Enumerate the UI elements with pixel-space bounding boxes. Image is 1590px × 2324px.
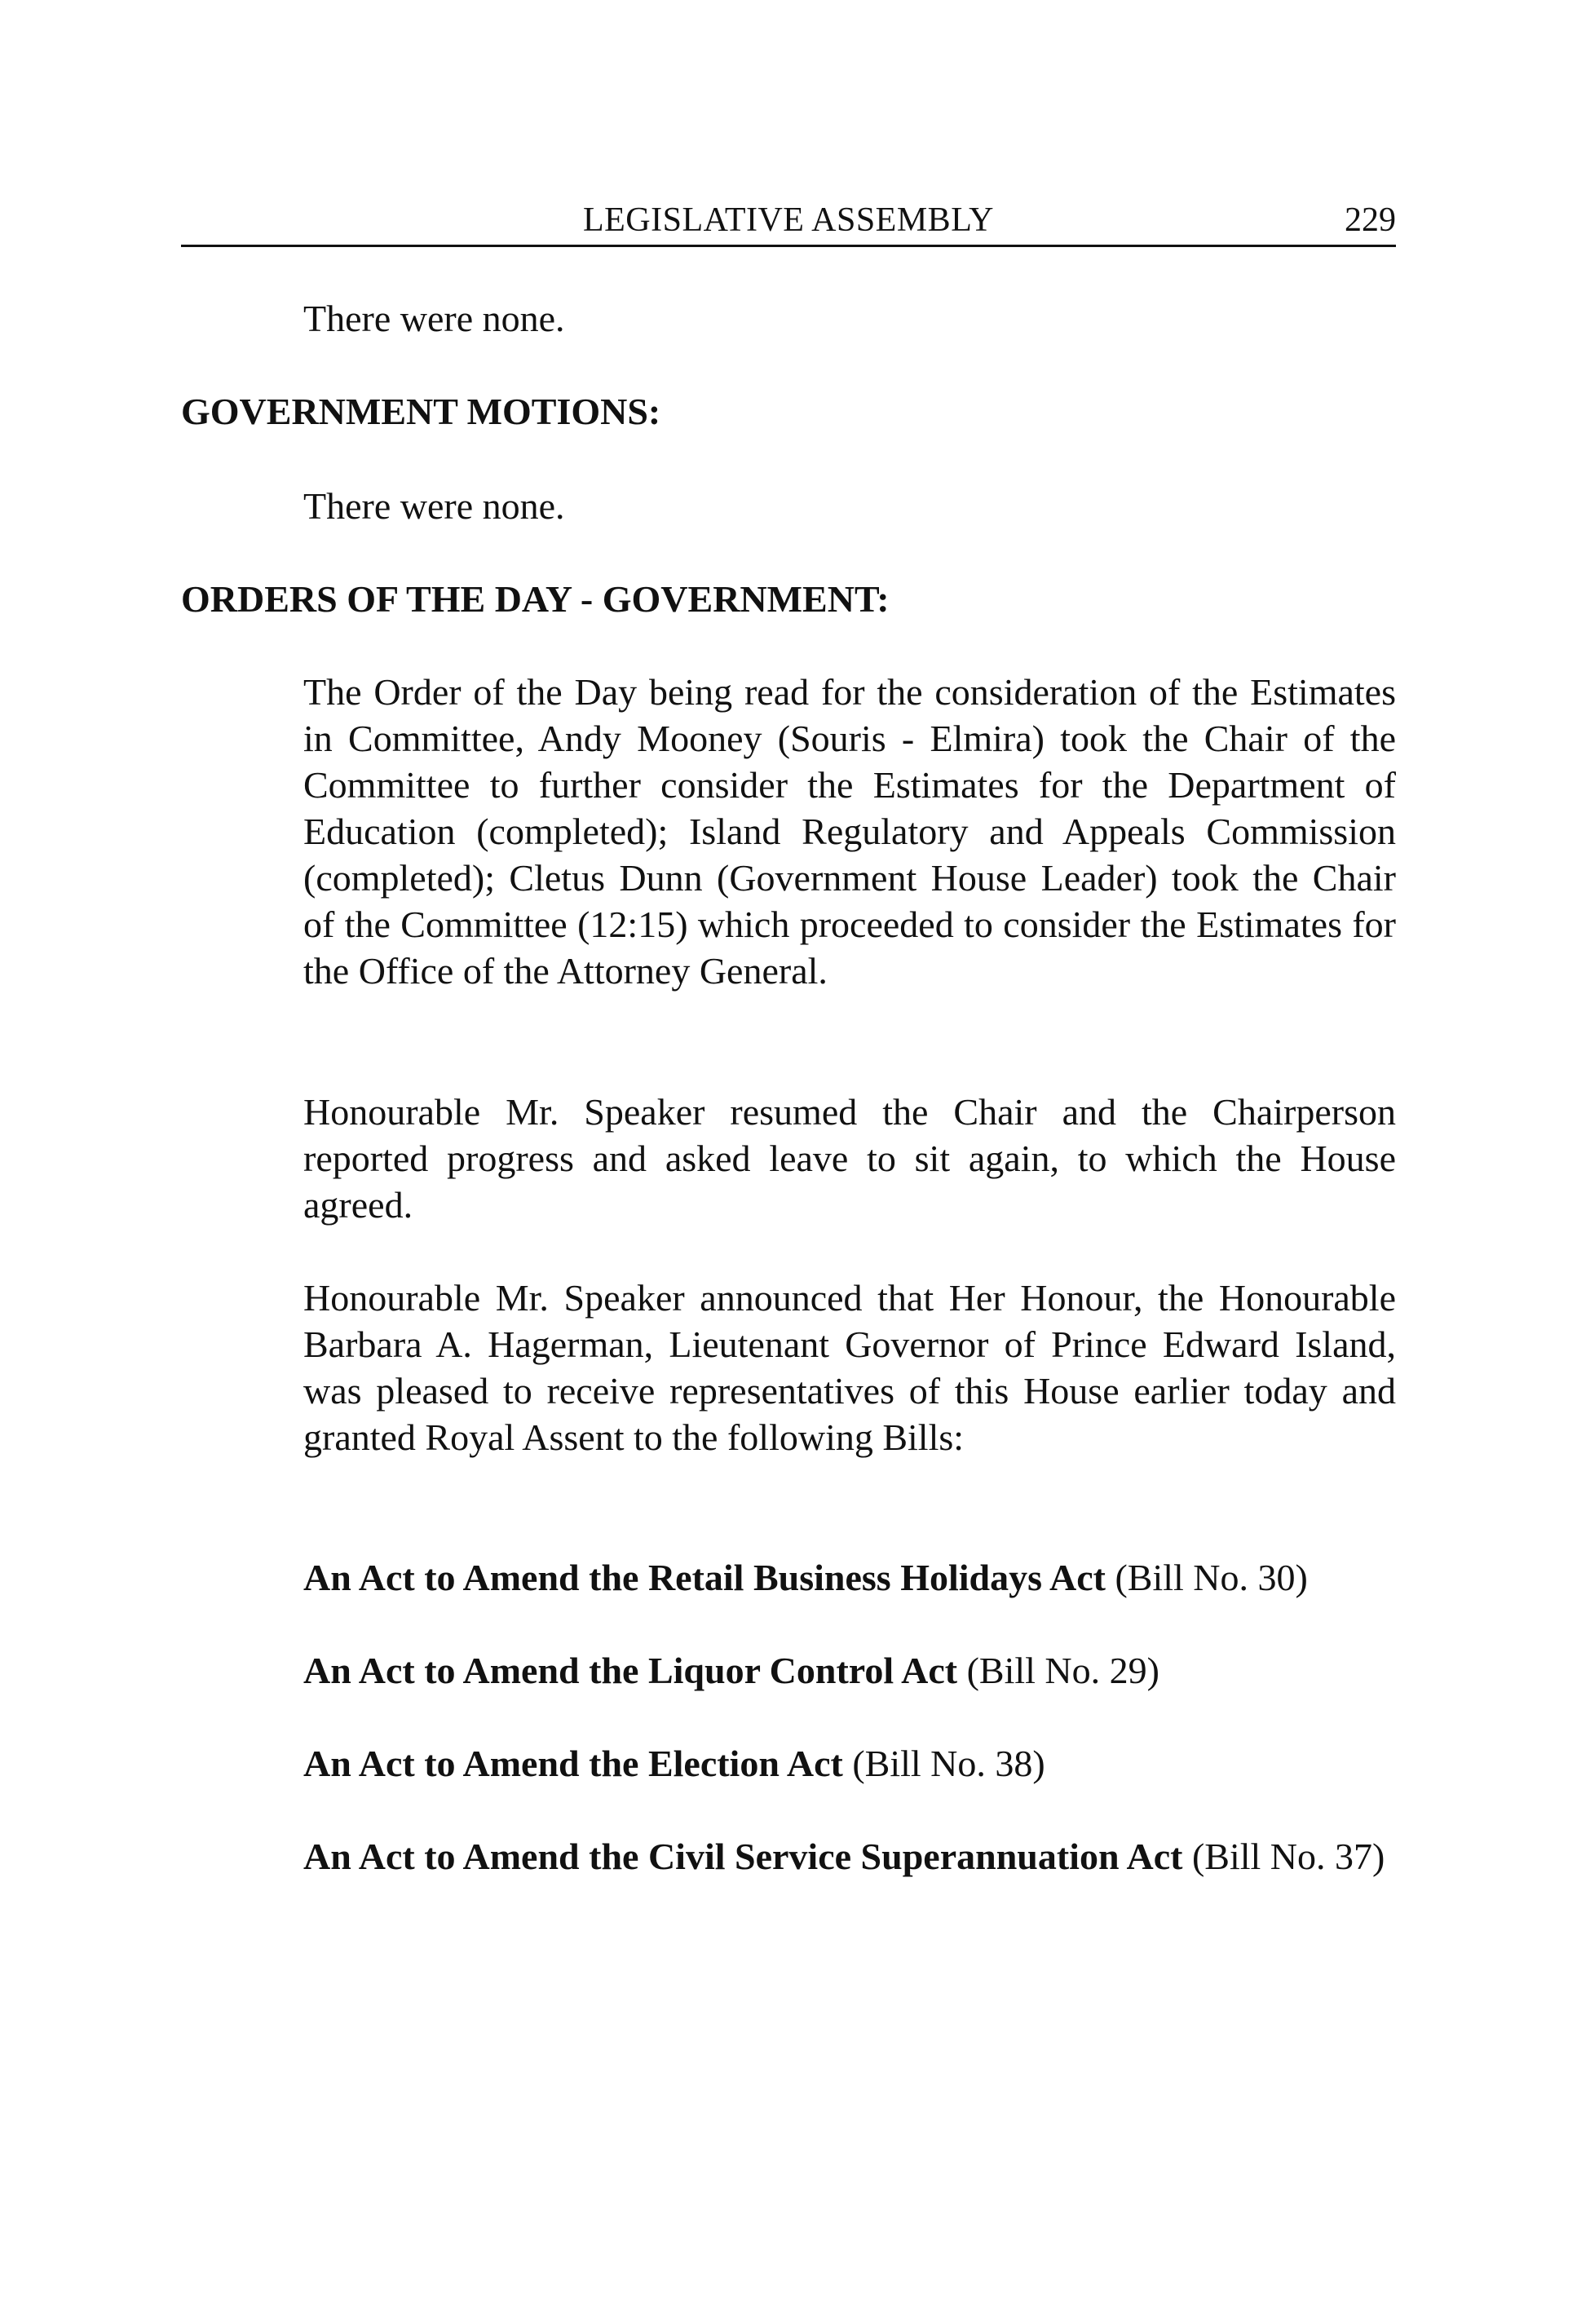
bill-entry xyxy=(303,1833,1396,1880)
bill-title: An Act to Amend the Liquor Control Act xyxy=(303,1650,958,1691)
intro-none-text: There were none. xyxy=(303,298,565,339)
paragraph-estimates-committee: The Order of the Day being read for the consideration of the Estimates in Committee, Andy Mooney (Souris - Elmira) took the Chair of the Committee to further consider the Estimates for the Department of Education (completed); Island Regulatory and Appeals Commission (completed); Cletus Dunn (Government House Leader) took the Chair of the Committee (12:15) which proceeded to consider the Estimates for the Office of the Attorney General. xyxy=(303,671,1396,992)
bill-number: (Bill No. 37) xyxy=(1182,1836,1385,1877)
government-motions-heading: GOVERNMENT MOTIONS: xyxy=(181,391,661,432)
page-number: 229 xyxy=(1345,201,1396,239)
bill-entry xyxy=(303,1554,1396,1601)
bill-number: (Bill No. 30) xyxy=(1105,1557,1308,1598)
bill-number: (Bill No. 38) xyxy=(842,1743,1045,1784)
government-motions-none-text: There were none. xyxy=(303,485,565,527)
bill-title: An Act to Amend the Election Act xyxy=(303,1743,843,1784)
bill-title: An Act to Amend the Civil Service Superannuation Act xyxy=(303,1836,1183,1877)
bill-entry xyxy=(303,1740,1396,1787)
bill-number: (Bill No. 29) xyxy=(957,1650,1159,1691)
paragraph-royal-assent: Honourable Mr. Speaker announced that Her Honour, the Honourable Barbara A. Hagerman, Lieutenant Governor of Prince Edward Island, was pleased to receive representatives of this House earlier today and granted Royal Assent to the following Bills: xyxy=(303,1277,1396,1458)
orders-of-the-day-heading: ORDERS OF THE DAY - GOVERNMENT: xyxy=(181,578,890,620)
paragraph-speaker-resumed: Honourable Mr. Speaker resumed the Chair and the Chairperson reported progress and asked leave to sit again, to which the House agreed. xyxy=(303,1091,1396,1226)
bill-title: An Act to Amend the Retail Business Holidays Act xyxy=(303,1557,1106,1598)
running-header xyxy=(181,196,1396,247)
bill-entry xyxy=(303,1647,1396,1694)
header-title: LEGISLATIVE ASSEMBLY xyxy=(583,201,994,239)
